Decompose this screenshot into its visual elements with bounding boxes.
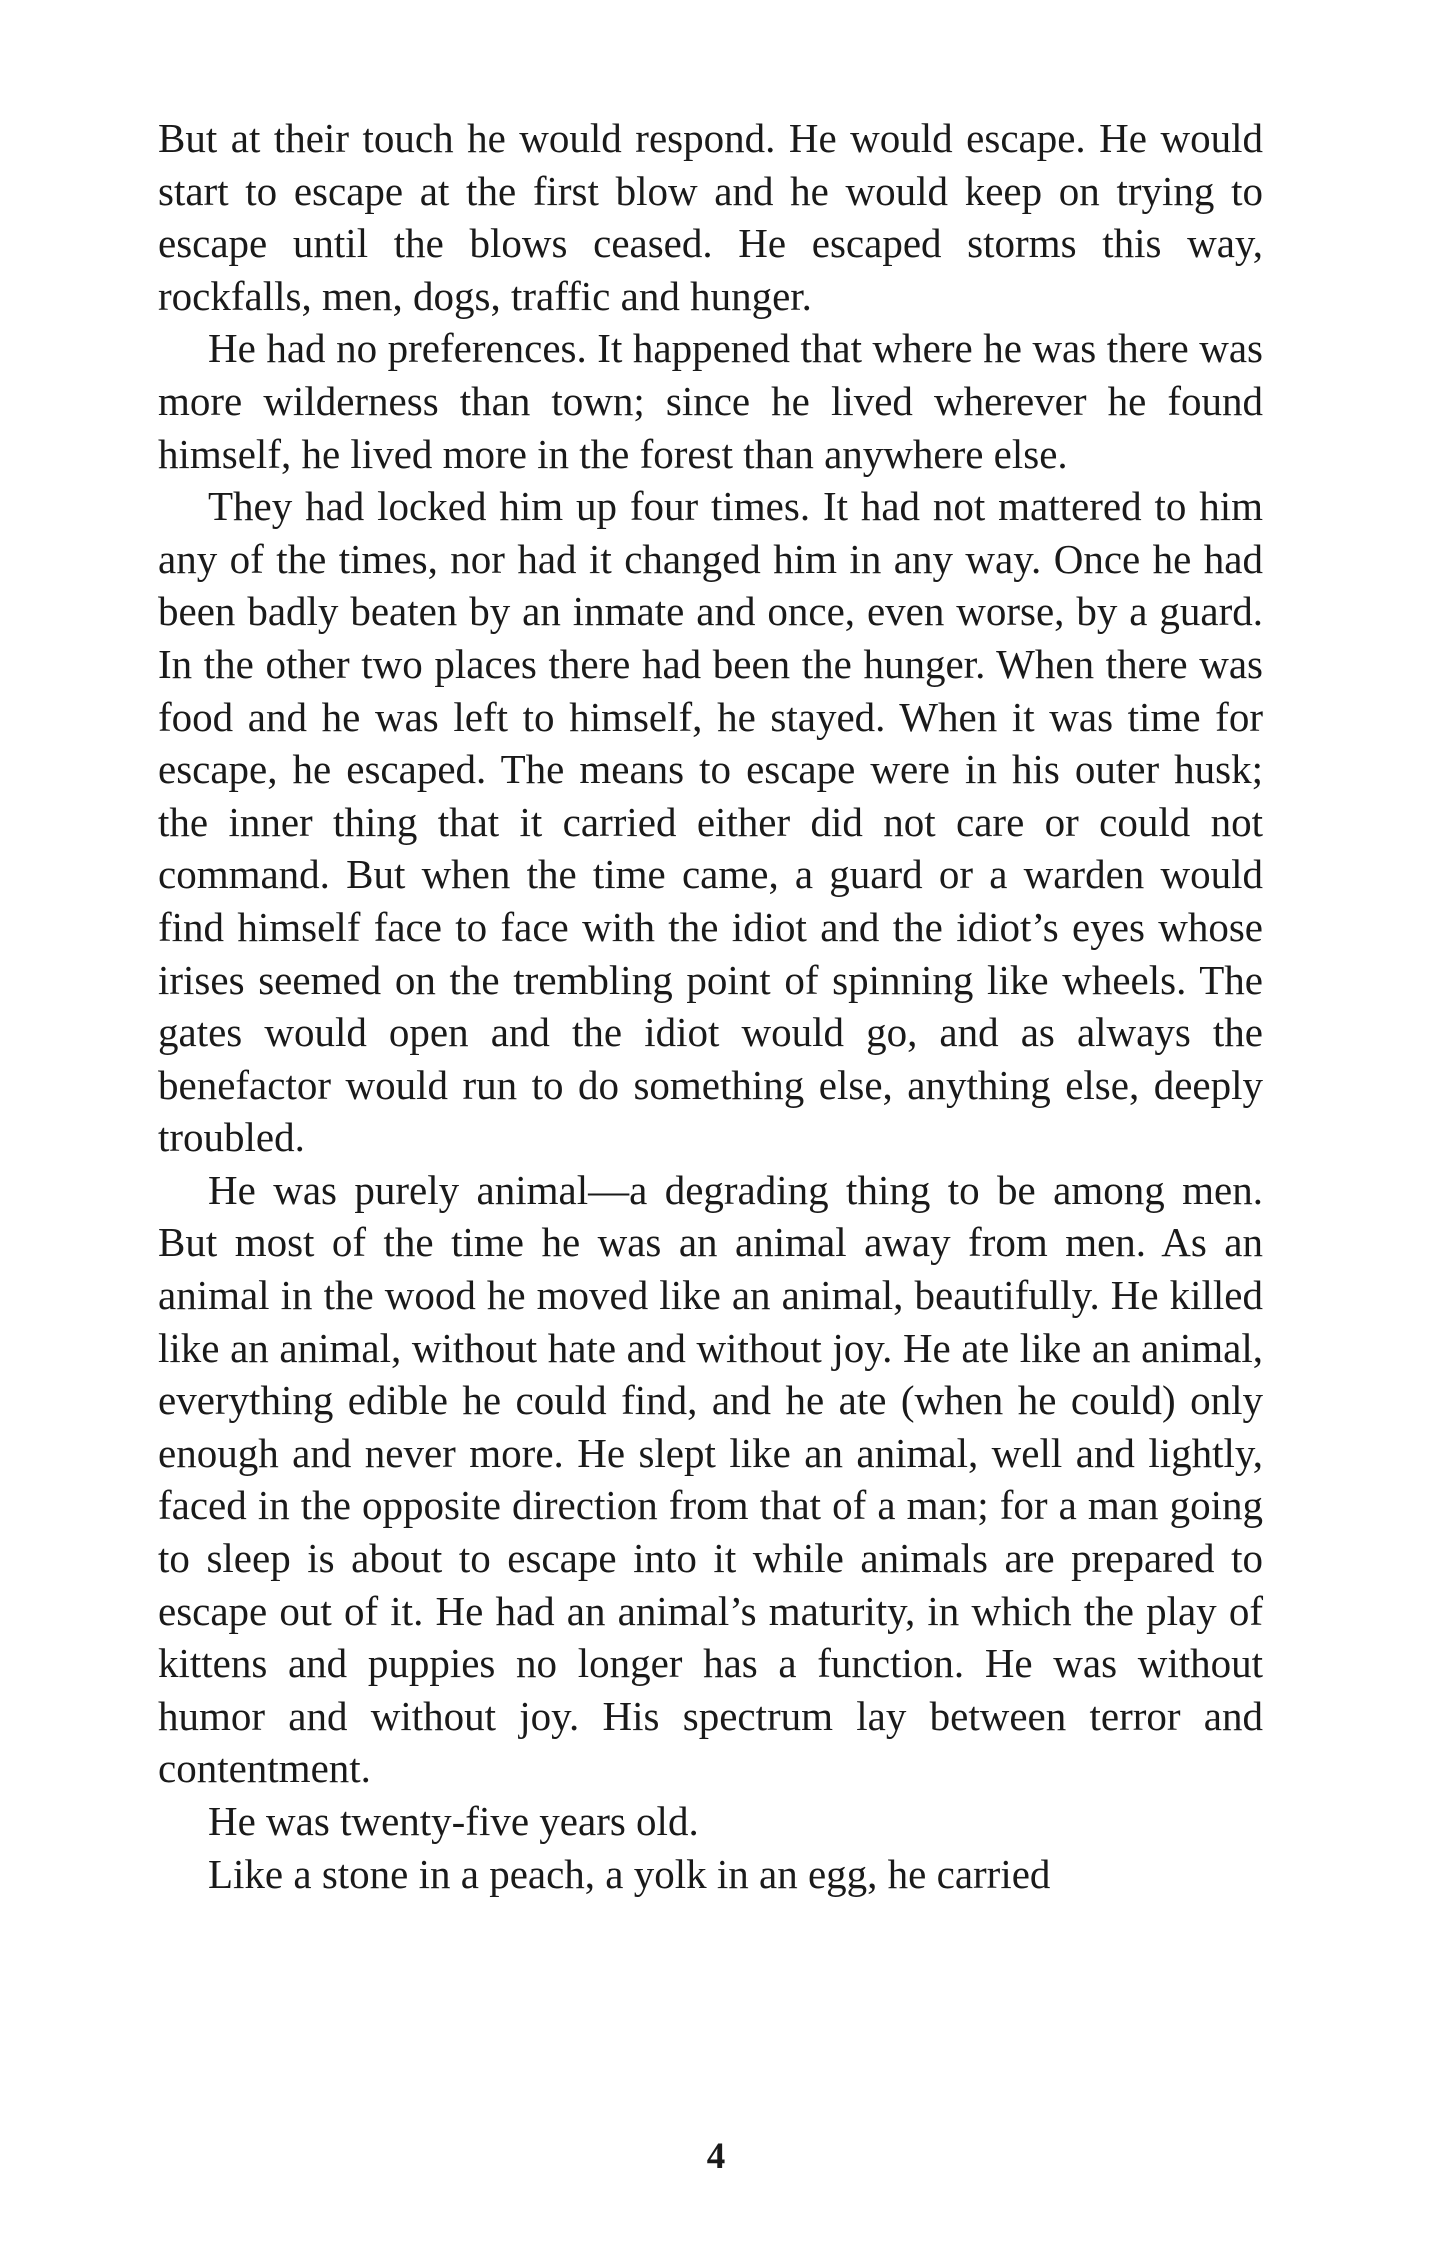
page-number: 4 — [706, 2136, 726, 2177]
paragraph-6: Like a stone in a peach, a yolk in an egg, he carried — [208, 1850, 1051, 1897]
body-text — [158, 112, 1263, 1900]
paragraph-5: He was twenty-five years old. — [208, 1798, 699, 1844]
paragraph-1: But at their touch he would respond. He would escape. He would start to escape at the first blow and he would keep on trying to escape until the blows ceased. He escaped storms this way, rockfalls, men, dogs, traffic and hunger. — [158, 115, 1263, 319]
paragraph-2: He had no preferences. It happened that where he was there was more wilderness than town; since he lived wherever he found himself, he lived more in the forest than anywhere else. — [158, 325, 1263, 477]
paragraph-3: They had locked him up four times. It had not mattered to him any of the times, nor had it changed him in any way. Once he had been badly beaten by an inmate and once, even worse, by a guard. In the other two places there had been the hunger. When there was food and he was left to himself, he stayed. When it was time for escape, he escaped. The means to escape were in his outer husk; the inner thing that it carried either did not care or could not command. But when the time came, a guard or a warden would find himself face to face with the idiot and the idiot’s eyes whose irises seemed on the trembling point of spinning like wheels. The gates would open and the idiot would go, and as always the benefactor would run to do something else, anything else, deeply troubled. — [158, 483, 1263, 1161]
paragraph-4: He was purely animal—a degrading thing to be among men. But most of the time he was an animal away from men. As an animal in the wood he moved like an animal, beautifully. He killed like an animal, without hate and without joy. He ate like an animal, everything edible he could find, and he ate (when he could) only enough and never more. He slept like an animal, well and lightly, faced in the opposite direction from that of a man; for a man going to sleep is about to escape into it while animals are prepared to escape out of it. He had an animal’s maturity, in which the play of kittens and puppies no longer has a function. He was without humor and without joy. His spectrum lay between terror and contentment. — [158, 1166, 1263, 1792]
